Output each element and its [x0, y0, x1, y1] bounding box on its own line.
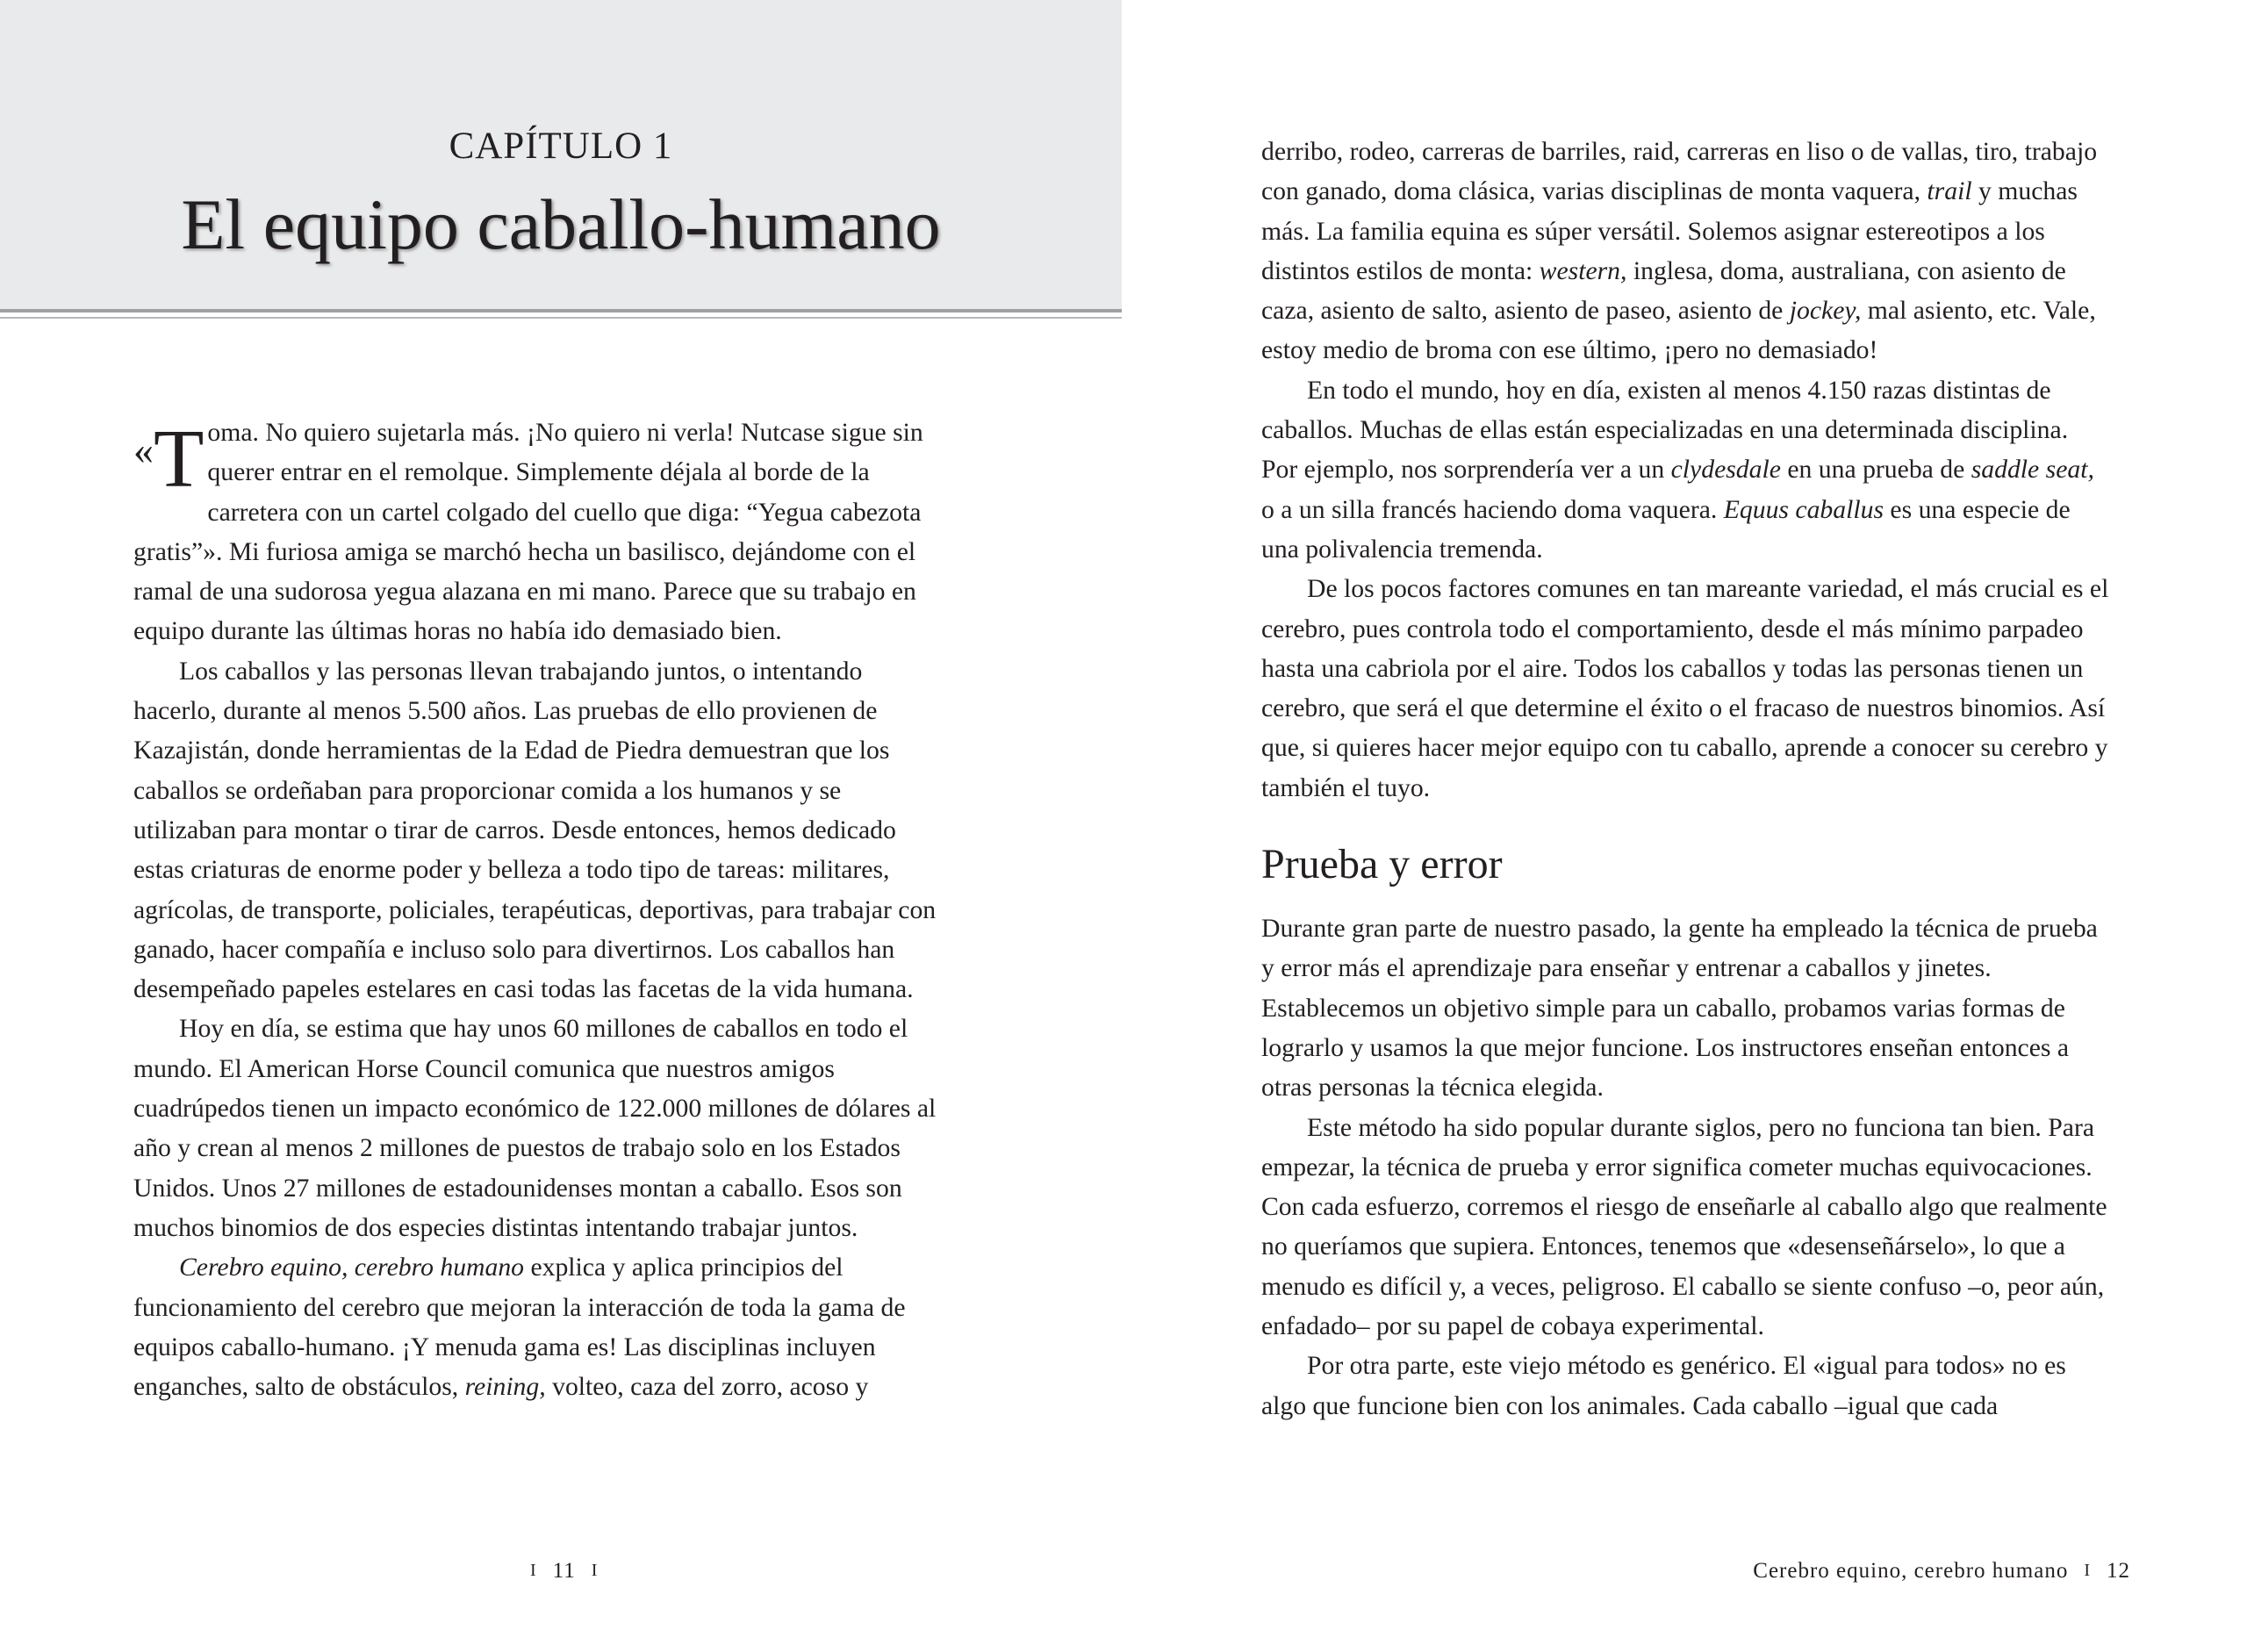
- paragraph-text: volteo, caza del zorro, acoso y: [545, 1373, 869, 1402]
- section-heading: Prueba y error: [1261, 841, 1503, 888]
- running-head: Cerebro equino, cerebro humano: [1753, 1559, 2069, 1583]
- italic-term: clydesdale: [1670, 456, 1781, 485]
- right-body-text: [1261, 133, 2109, 1426]
- italic-term: reining,: [464, 1373, 546, 1402]
- italic-term: Equus caballus: [1723, 495, 1884, 524]
- paragraph-text: explica y aplica principios del funcionamiento del cerebro que mejoran la interacción de toda la gama de equipos caballo-humano. ¡Y menuda gama es! Las disciplinas incluyen enganches, salto de obstáculos,: [133, 1253, 906, 1402]
- page-number: 12: [2107, 1559, 2130, 1583]
- italic-term: trail: [1927, 177, 1972, 206]
- paragraph-text: En todo el mundo, hoy en día, existen al menos 4.150 razas distintas de caballos. Muchas de ellas están especializadas en una determinada disciplina. Por ejemplo, nos sorprendería ver a un: [1261, 376, 2069, 485]
- book-title: Cerebro equino, cerebro humano: [179, 1253, 525, 1282]
- paragraph-text: oma. No quiero sujetarla más. ¡No quiero ni verla! Nutcase sigue sin querer entrar en el remolque. Simplemente déjala al borde de la carretera con un cartel colgado del cuello que diga: “Yegua cabezota gratis”». Mi furiosa amiga se marchó hecha un basilisco, dejándome con el ramal de una sudorosa yegua alazana en mi mano. Parece que su trabajo en equipo durante las últimas horas no había ido demasiado bien.: [133, 419, 923, 646]
- paragraph: [133, 1248, 950, 1407]
- paragraph: [1261, 371, 2109, 570]
- chapter-label: CAPÍTULO 1: [449, 126, 673, 167]
- paragraph: De los pocos factores comunes en tan mareante variedad, el más crucial es el cerebro, pues controla todo el comportamiento, desde el más mínimo parpadeo hasta una cabriola por el aire. Todos los caballos y todas las personas tienen un cerebro, que será el que determine el éxito o el fracaso de nuestros binomios. Así que, si quieres hacer mejor equipo con tu caballo, aprende a conocer su cerebro y también el tuyo.: [1261, 575, 2109, 802]
- paragraph: Por otra parte, este viejo método es genérico. El «igual para todos» no es algo que funcione bien con los animales. Cada caballo –igual que cada: [1261, 1352, 2066, 1420]
- paragraph: [1261, 133, 2109, 371]
- band-rule: [0, 309, 1122, 312]
- paragraph-text: en una prueba de: [1780, 456, 1971, 485]
- paragraph: Hoy en día, se estima que hay unos 60 millones de caballos en todo el mundo. El American Horse Council comunica que nuestros amigos cuadrúpedos tienen un impacto económico de 122.000 millones de dólares al año y crean al menos 2 millones de puestos de trabajo solo en los Estados Unidos. Unos 27 millones de estadounidenses montan a caballo. Esos son muchos binomios de dos especies distintas intentando trabajar juntos.: [133, 1015, 937, 1242]
- folio-separator: I: [530, 1561, 537, 1580]
- paragraph: Los caballos y las personas llevan trabajando juntos, o intentando hacerlo, durante al menos 5.500 años. Las pruebas de ello provienen de Kazajistán, donde herramientas de la Edad de Piedra demuestran que los caballos se ordeñaban para proporcionar comida a los humanos y se utilizaban para montar o tirar de carros. Desde entonces, hemos dedicado estas criaturas de enorme poder y belleza a todo tipo de tareas: militares, agrícolas, de transporte, policiales, terapéuticas, deportivas, para trabajar con ganado, hacer compañía e incluso solo para divertirnos. Los caballos han desempeñado papeles estelares en casi todas las facetas de la vida humana.: [133, 657, 937, 1004]
- paragraph-text: y muchas más. La familia equina es súper versátil. Solemos asignar estereotipos a los distintos estilos de monta:: [1261, 177, 2078, 285]
- paragraph-text: mal asiento, etc. Vale, estoy medio de broma con ese último, ¡pero no demasiado!: [1261, 297, 2096, 365]
- drop-cap-quote: «: [133, 427, 154, 472]
- drop-cap-letter: T: [154, 413, 205, 505]
- right-page: [1124, 0, 2247, 1652]
- page-number-left: [514, 1559, 614, 1584]
- paragraph-text: es una especie de una polivalencia tremenda.: [1261, 495, 2071, 564]
- italic-term: western,: [1539, 256, 1627, 285]
- left-body-text: [133, 413, 950, 1407]
- paragraph: Este método ha sido popular durante siglos, pero no funciona tan bien. Para empezar, la técnica de prueba y error significa cometer muchas equivocaciones. Con cada esfuerzo, corremos el riesgo de enseñarle al caballo algo que realmente no queríamos que supiera. Entonces, tenemos que «desenseñárselo», lo que a menudo es difícil y, a veces, peligroso. El caballo se siente confuso –o, peor aún, enfadado– por su papel de cobaya experimental.: [1261, 1113, 2107, 1341]
- running-footer-right: [1753, 1559, 2130, 1584]
- band-rule-thin: [0, 317, 1122, 319]
- folio-separator: I: [591, 1561, 599, 1580]
- italic-term: jockey,: [1789, 297, 1862, 326]
- drop-cap: [133, 413, 205, 505]
- folio-separator: I: [2084, 1561, 2091, 1580]
- paragraph-text: inglesa, doma, australiana, con asiento de caza, asiento de salto, asiento de paseo, asiento de: [1261, 256, 2066, 326]
- paragraph: Durante gran parte de nuestro pasado, la gente ha empleado la técnica de prueba y error más el aprendizaje para enseñar y entrenar a caballos y jinetes. Establecemos un objetivo simple para un caballo, probamos varias formas de lograrlo y usamos la que mejor funcione. Los instructores enseñan entonces a otras personas la técnica elegida.: [1261, 915, 2098, 1103]
- page-number: 11: [552, 1559, 576, 1583]
- italic-term: saddle seat,: [1971, 456, 2094, 485]
- chapter-title: El equipo caballo-humano: [181, 184, 941, 264]
- paragraph-text: derribo, rodeo, carreras de barriles, raid, carreras en liso o de vallas, tiro, trabajo con ganado, doma clásica, varias disciplinas de monta vaquera,: [1261, 138, 2098, 206]
- paragraph: [133, 413, 950, 652]
- paragraph-text: o a un silla francés haciendo doma vaquera.: [1261, 495, 1724, 524]
